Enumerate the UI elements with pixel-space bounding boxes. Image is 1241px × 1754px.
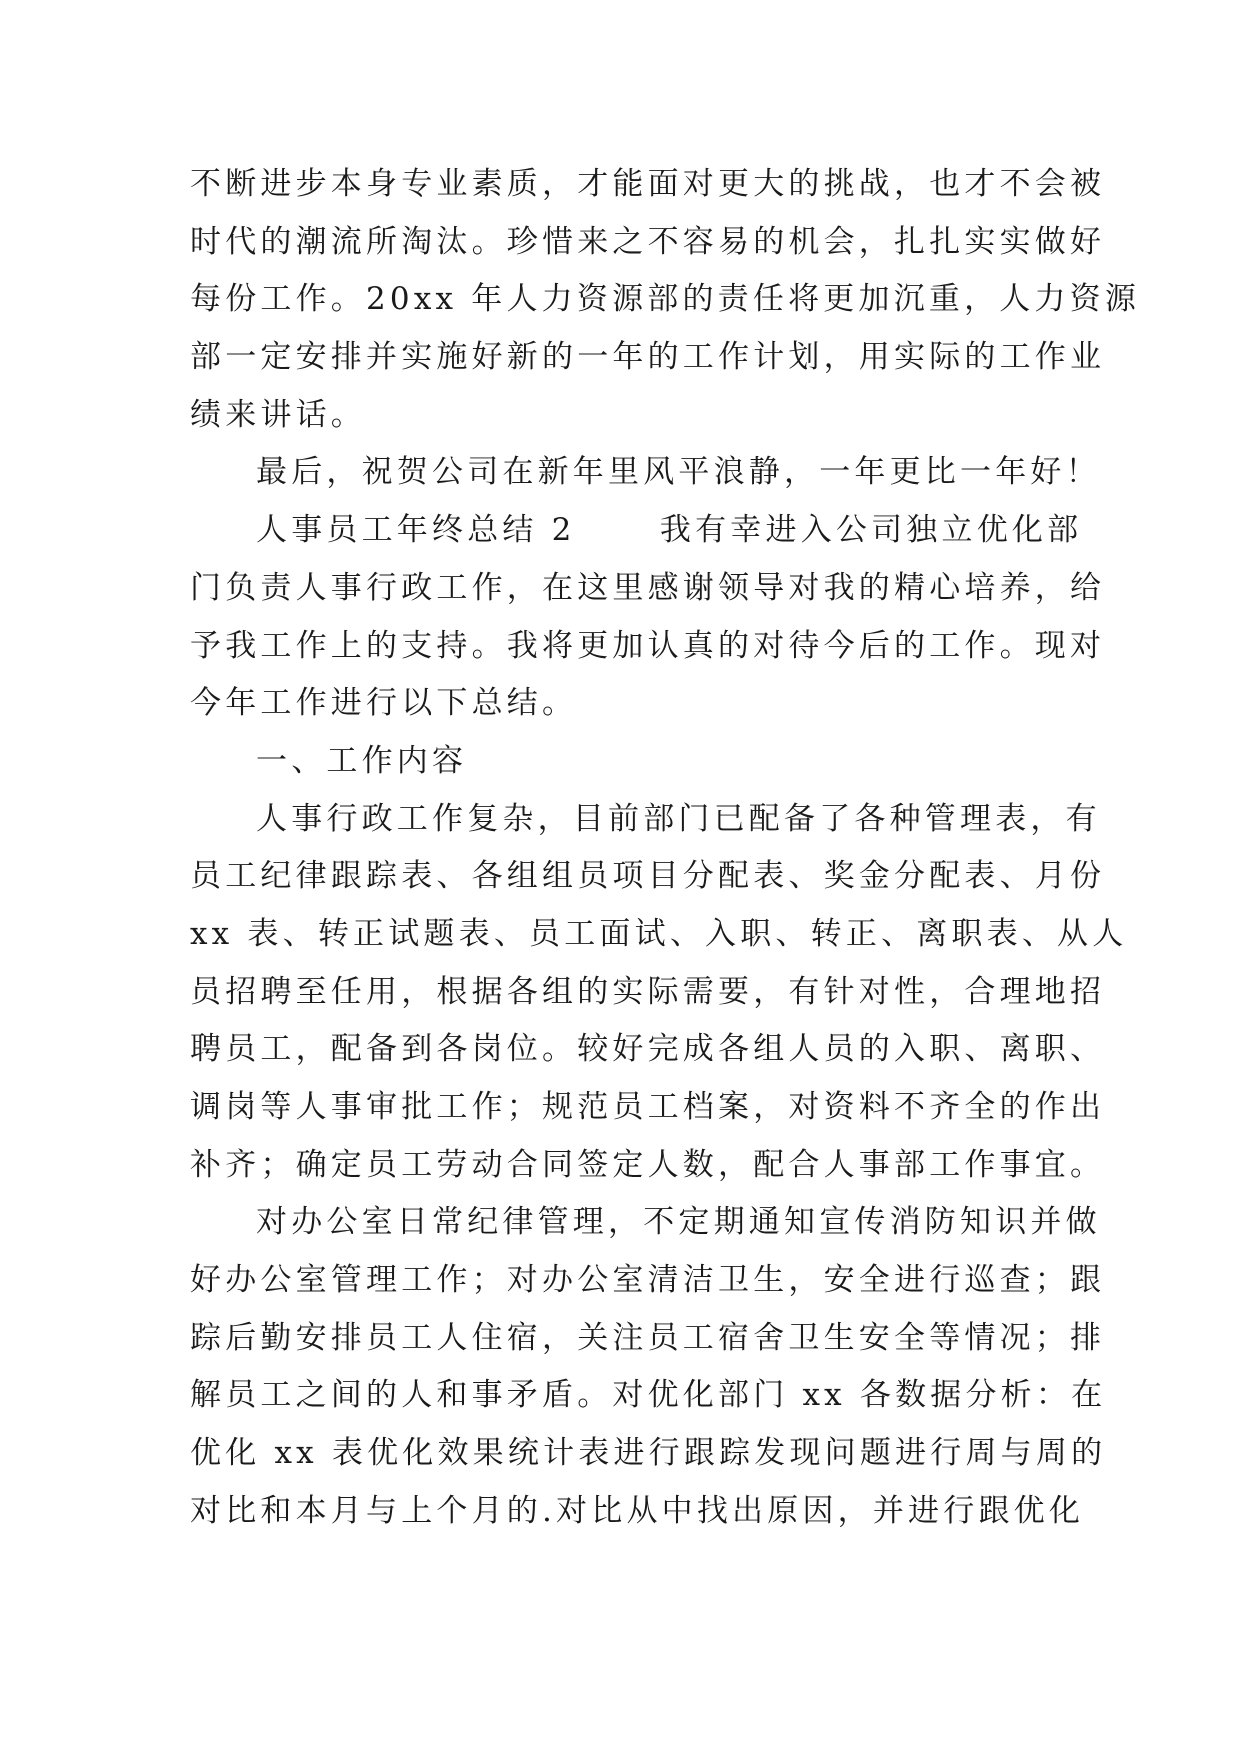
text-line: 员工纪律跟踪表、各组组员项目分配表、奖金分配表、月份 bbox=[190, 858, 1106, 895]
text-line: 聘员工，配备到各岗位。较好完成各组人员的入职、离职、 bbox=[190, 1031, 1106, 1068]
text-line: 好办公室管理工作；对办公室清洁卫生，安全进行巡查；跟 bbox=[190, 1262, 1106, 1299]
text-line: 今年工作进行以下总结。 bbox=[190, 685, 578, 722]
text-line: 解员工之间的人和事矛盾。对优化部门 xx 各数据分析：在 bbox=[190, 1377, 1107, 1414]
text-line: 每份工作。20xx 年人力资源部的责任将更加沉重，人力资源 bbox=[190, 281, 1141, 318]
text-line: 调岗等人事审批工作；规范员工档案，对资料不齐全的作出 bbox=[190, 1089, 1106, 1125]
text-line: 对比和本月与上个月的.对比从中找出原因，并进行跟优化 bbox=[190, 1492, 1085, 1529]
closing-paragraph: 最后，祝贺公司在新年里风平浪静，一年更比一年好！ bbox=[256, 454, 1101, 491]
text-line: 员招聘至任用，根据各组的实际需要，有针对性，合理地招 bbox=[190, 973, 1106, 1010]
text-line: 踪后勤安排员工人住宿，关注员工宿舍卫生安全等情况；排 bbox=[190, 1319, 1106, 1356]
section-title-line: 人事员工年终总结 2 我有幸进入公司独立优化部 bbox=[256, 512, 1083, 549]
text-line: 优化 xx 表优化效果统计表进行跟踪发现问题进行周与周的 bbox=[190, 1435, 1107, 1472]
text-line: 不断进步本身专业素质，才能面对更大的挑战，也才不会被 bbox=[190, 166, 1106, 202]
document-body bbox=[190, 156, 1141, 1541]
text-line: 部一定安排并实施好新的一年的工作计划，用实际的工作业 bbox=[190, 339, 1106, 376]
text-line: xx 表、转正试题表、员工面试、入职、转正、离职表、从人 bbox=[190, 915, 1128, 952]
text-line: 补齐；确定员工劳动合同签定人数，配合人事部工作事宜。 bbox=[190, 1146, 1106, 1183]
paragraph-start: 人事行政工作复杂，目前部门已配备了各种管理表，有 bbox=[256, 800, 1101, 837]
text-line: 予我工作上的支持。我将更加认真的对待今后的工作。现对 bbox=[190, 627, 1106, 664]
text-line: 门负责人事行政工作，在这里感谢领导对我的精心培养，给 bbox=[190, 569, 1106, 606]
section-heading: 一、工作内容 bbox=[256, 742, 468, 779]
paragraph-start: 对办公室日常纪律管理，不定期通知宣传消防知识并做 bbox=[256, 1204, 1101, 1241]
text-line: 时代的潮流所淘汰。珍惜来之不容易的机会，扎扎实实做好 bbox=[190, 223, 1106, 260]
text-line: 绩来讲话。 bbox=[190, 396, 366, 433]
